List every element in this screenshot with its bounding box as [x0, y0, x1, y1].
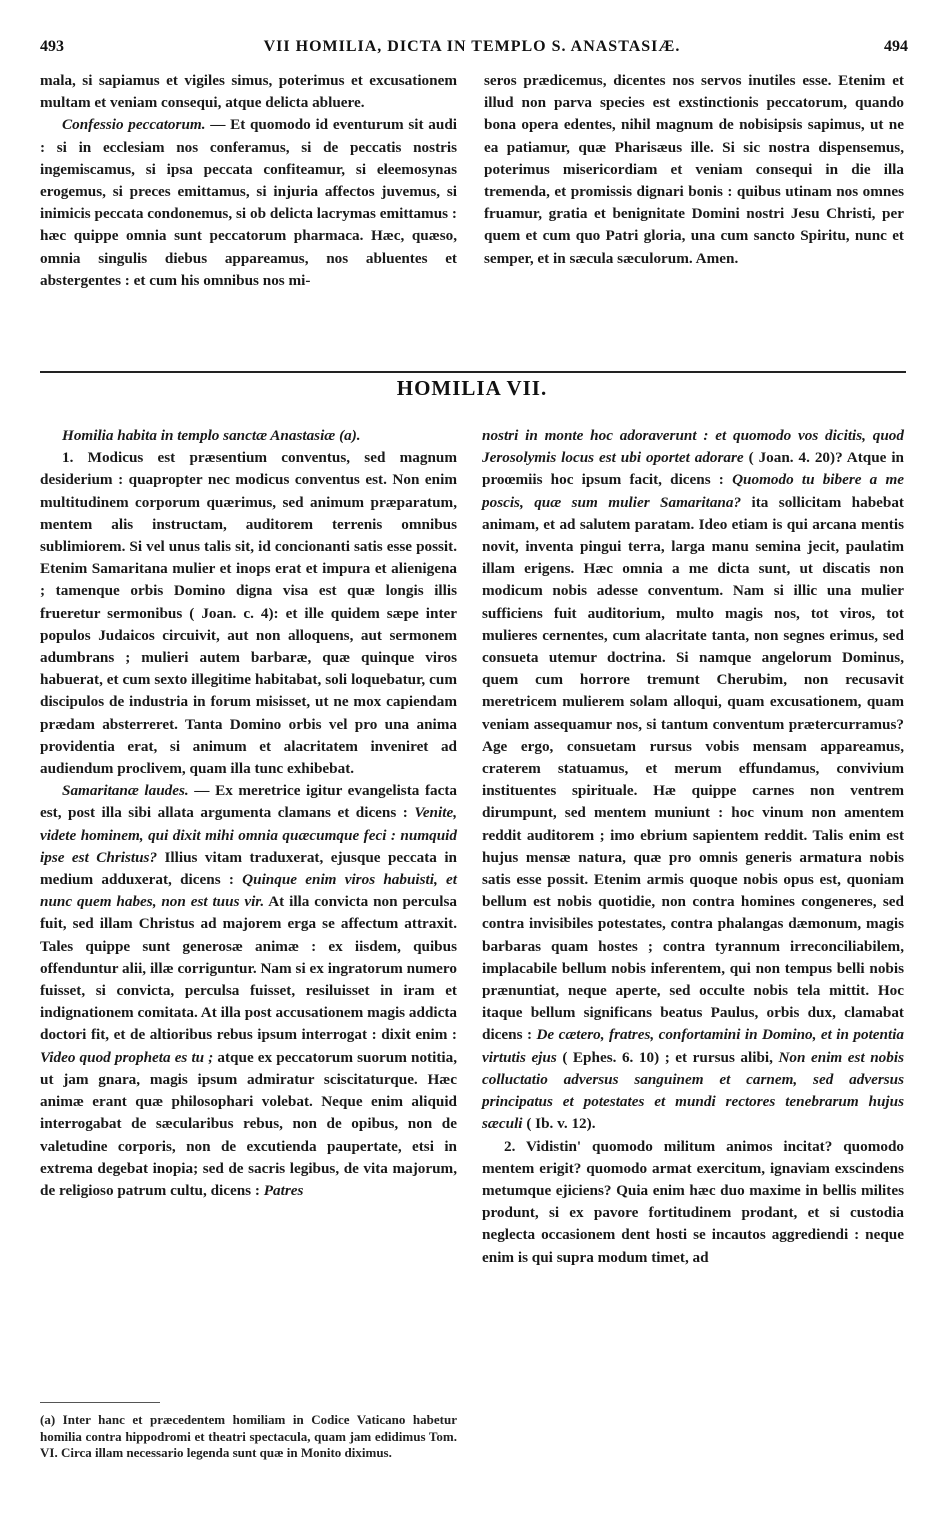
- paragraph: 1. Modicus est præsentium conventus, sed magnum desiderium : quapropter nec modicus conventus est. Non enim multitudinem corporum quærimus, sed animum præparatum, mentem alis instructam, auditorem terrenis omnibus sublimiorem. Si vel unus talis sit, id concionanti satis esse possit. Etenim Samaritana mulier et inops erat et impura et alienigena ; tamenque orbis Domino digna visa est quæ longis illis frueretur sermonibus ( Joan. c. 4): et ille quidem sæpe inter populos Judaicos circuivit, aut non alloquens, aut sermonem adumbrans ; mulieri autem barbaræ, quæ quinque viros habuerat, et cum sexto illegitime habitabat, soli loquebatur, cum discipulos de industria in forum misisset, ut ne mox capiendam prædam absterreret. Tanta Domino orbis vel pro una anima providentia erat, si animum et alacritatem inveniret ad audiendum proclivem, quam illa tunc exhibebat.: [40, 449, 457, 778]
- paragraph-text: At illa convicta non perculsa fuit, sed illam Christus ad majorem erga se affectum attraxit. Tales quippe sunt generosæ animæ : ex iisdem, quibus offenduntur alii, illæ corriguntur. Nam si ex ingratorum numero fuisset, si convicta, perculsa fuisset, resiluisset in iram et indignationem comitata. At illa post accusationem magis addicta doctori fit, et de altioribus rebus ipsum interrogat : dixit enim :: [40, 893, 458, 1044]
- quotation: Quomodo tu bibere a me poscis, quæ sum mulier Samaritana?: [482, 471, 905, 511]
- page-number-right: 494: [884, 38, 908, 55]
- paragraph-text: Illius vitam traduxerat, ejusque peccata in medium adduxerat, dicens :: [40, 848, 457, 889]
- paragraph-text: ita sollicitam habebat animam, et ad salutem paratam. Ideo etiam is qui arcana mentis novit, inventa pingui terra, larga manu semina jecit, paulatim illam erigens. Hæc omnia a me dicta sunt, ut discatis non modicum nobis adesse conventum. Nam si illic una mulier sufficiens fuit auditorium, multo magis nos, tot viros, tot mulieres cernentes, cum alacritate tanta, non segnes erimus, sed consueta utemur doctrina. Si namque angelorum Dominus, quem cum horrore tremunt Cherubim, non recusavit meretricem mulierem solam alloqui, quam excusationem, quam veniam assequamur nos, si tantum conventum prætercurramus? Age ergo, consuetam rursus vobis mensam appareamus, craterem statuamus, et merum effundamus, convivium instituentes spirituale. Hæ quippe carnes non ventrem dirumpunt, sed mentem muniunt : hoc vinum non amentem reddit auditorem ; imo ebrium sapientem reddit. Talis enim est hujus mensæ natura, quæ pro omnis generis armatura nobis satis esse possit. Etenim armis quoque nobis opus est, quoniam bellum est nobis quotidie, non contra homines congeneres, sed contra invisibiles potestates, contra phalangas dæmonum, magis barbaras quam hostes ; contra tyrannum irreconciliabilem, implacabile bellum nobis inferentem, qui non tempus belli nobis prænuntiat, neque aperte, sed occulte nobis tela mittit. Hoc itaque bellum significans beatus Paulus, orbis dux, clamabat dicens :: [482, 493, 904, 1044]
- running-header: [0, 38, 944, 62]
- quotation: Non enim est nobis colluctatio adversus sanguinem et carnem, sed adversus principatus et potestates et mundi rectores tenebrarum hujus sæculi: [482, 1048, 904, 1133]
- top-left-column: [40, 70, 457, 292]
- paragraph-text: — Et quomodo id eventurum sit audi : si in ecclesiam nos conferamus, si de peccatis nostris ingemiscamus, si ipsa peccata confiteamur, si eleemosynas erogemus, si preces emittamus, si injuria affectos juvemus, si inimicis peccata condonemus, si ob delicta lacrymas emittamus : hæc quippe omnia sunt peccatorum pharmaca. Hæc, quæso, omnia singulis diebus appareamus, nos abluentes et abstergentes : et cum his omnibus nos mi-: [40, 116, 457, 289]
- top-right-column: [484, 70, 904, 270]
- homily-subtitle: Homilia habita in templo sanctæ Anastasiæ (a).: [62, 427, 361, 444]
- quotation: De cætero, fratres, confortamini in Domino, et in potentia virtutis ejus: [482, 1026, 905, 1066]
- main-right-column: [482, 425, 904, 1269]
- paragraph-text: atque ex peccatorum suorum notitia, ut jam gnara, magis ipsum admiratur sciscitaturque. Hæc animæ erant quæ philosophari volebat. Neque enim aliquid interrogabat de sæcularibus rebus, non de opibus, non de valetudine corporis, non de excutienda paupertate, etsi in extrema degebat inopia; sed de sacris legibus, de vita majorum, de religioso patrum cultu, dicens :: [40, 1048, 457, 1199]
- quotation: nostri in monte hoc adoraverunt : et quomodo vos dicitis, quod Jerosolymis locus est ubi oportet adorare: [482, 427, 904, 467]
- reference: ( Ephes. 6. 10) ; et rursus alibi,: [556, 1048, 779, 1066]
- section-heading: Confessio peccatorum.: [62, 116, 206, 134]
- quotation: Video quod propheta es tu ;: [40, 1048, 214, 1066]
- homily-title: HOMILIA VII.: [396, 376, 548, 400]
- footnote: (a) Inter hanc et præcedentem homiliam in Codice Vaticano habetur homilia contra hippodromi et theatri spectacula, quam jam edidimus Tom. VI. Circa illam necessario legenda sunt quæ in Monito diximus.: [40, 1412, 457, 1461]
- paragraph: [40, 780, 457, 1202]
- main-left-column: [40, 425, 457, 1202]
- paragraph-text: — Ex meretrice igitur evangelista facta est, post illa sibi allata argumenta clamans et dicens :: [40, 782, 457, 822]
- paragraph: seros prædicemus, dicentes nos servos inutiles esse. Etenim et illud non parva species est exstinctionis peccatorum, quando bona opera edentes, nihil magnum de nobisipsis sapimus, ut ne ea patiamur, quæ Pharisæus ille. Si sic nostra dispensemus, poterimus misericordiam et veniam consequi in die illa tremenda, et promissis dignari bonis : quibus utinam nos omnes fruamur, gratia et benignitate Domini nostri Jesu Christi, per quem et cum quo Patri gloria, una cum sancto Spiritu, nunc et semper, et in sæcula sæculorum. Amen.: [484, 72, 904, 267]
- paragraph: [482, 425, 904, 1136]
- quotation: Patres: [263, 1181, 304, 1199]
- section-divider: [40, 371, 906, 373]
- section-heading: Samaritanæ laudes.: [62, 782, 189, 800]
- page-number-left: 493: [40, 38, 64, 55]
- quotation: Venite, videte hominem, qui dixit mihi omnia quæcumque feci : numquid ipse est Christus?: [40, 804, 457, 866]
- reference: ( Ib. v. 12).: [522, 1115, 596, 1133]
- paragraph: 2. Vidistin' quomodo militum animos incitat? quomodo mentem erigit? quomodo armat exercitum, ignaviam exscindens metumque ejiciens? Quia enim hæc duo maxime in bellis milites produnt, si ex pavore fortitudinem prodant, et si custodia neglecta occasionem dent hosti se incautos aggrediendi : neque enim is qui supra modum timet, ad: [482, 1137, 904, 1266]
- running-title: VII HOMILIA, DICTA IN TEMPLO S. ANASTASIÆ.: [263, 38, 681, 55]
- quotation: Quinque enim viros habuisti, et nunc quem habes, non est tuus vir.: [40, 871, 457, 911]
- paragraph: [40, 114, 457, 292]
- footnote-divider: [40, 1402, 160, 1403]
- reference: ( Joan. 4. 20)? Atque in proœmiis hoc ipsum facit, dicens :: [482, 449, 904, 489]
- paragraph: mala, si sapiamus et vigiles simus, poterimus et excusationem multam et veniam consequi, atque delicta abluere.: [40, 72, 457, 112]
